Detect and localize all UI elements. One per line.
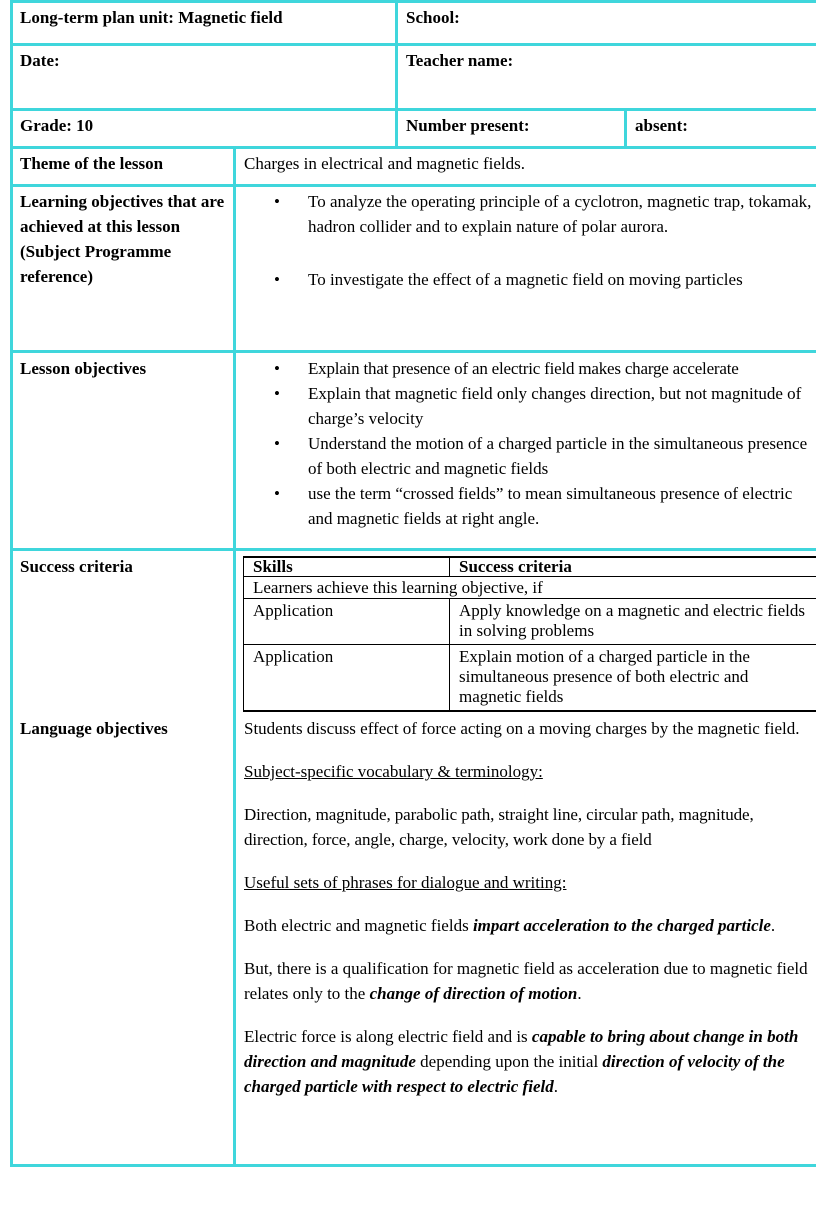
paragraph-text: .	[577, 984, 582, 1003]
criteria-intro: Learners achieve this learning objective, if	[253, 578, 543, 597]
lesson-objectives-label: Lesson objectives	[20, 359, 147, 378]
list-item: • Explain that presence of an electric field makes charge accelerate	[246, 356, 814, 381]
lesson-plan-document	[10, 0, 816, 1168]
learning-objectives-list	[246, 189, 814, 292]
list-item: • use the term “crossed fields” to mean simultaneous presence of electric and magnetic fields at right angle.	[246, 481, 814, 531]
list-item: • To analyze the operating principle of a cyclotron, magnetic trap, tokamak, hadron collider and to explain nature of polar aurora.	[246, 189, 814, 239]
success-criteria-table	[243, 556, 816, 712]
list-item: • To investigate the effect of a magnetic field on moving particles	[246, 267, 814, 292]
paragraph-text: .	[770, 916, 776, 935]
absent-label: absent:	[635, 116, 688, 135]
language-paragraph	[244, 956, 812, 1006]
list-item: • Understand the motion of a charged particle in the simultaneous presence of both electric and magnetic fields	[246, 431, 814, 481]
frame-line	[10, 548, 816, 551]
theme-label: Theme of the lesson	[20, 154, 164, 173]
teacher-name-label: Teacher name:	[406, 51, 514, 70]
vocab-list: Direction, magnitude, parabolic path, straight line, circular path, magnitude, direction, force, angle, charge, velocity, work done by a field	[244, 805, 754, 849]
grade-label: Grade: 10	[20, 116, 94, 135]
table-border	[243, 556, 244, 712]
language-paragraph	[244, 1024, 812, 1099]
number-present-label: Number present:	[406, 116, 530, 135]
skills-header: Skills	[253, 557, 293, 576]
row-criteria: Explain motion of a charged particle in the simultaneous presence of both electric and magnetic fields	[459, 647, 750, 706]
frame-line	[10, 1164, 816, 1167]
frame-line	[10, 43, 816, 46]
frame-line	[10, 350, 816, 353]
theme-value: Charges in electrical and magnetic fields.	[244, 154, 526, 173]
paragraph-text: .	[553, 1077, 558, 1096]
row-skill: Application	[253, 647, 334, 666]
frame-line	[395, 0, 398, 149]
frame-line	[233, 146, 236, 1167]
frame-line	[10, 0, 13, 1167]
emphasis-text: capable to bring about change in both direction and magnitude	[244, 1027, 799, 1071]
paragraph-text: Both electric and magnetic fields	[244, 916, 473, 935]
language-paragraph	[244, 913, 812, 938]
emphasis-text: impart acceleration to the charged particle	[472, 916, 771, 935]
frame-line	[10, 0, 816, 3]
table-border	[243, 598, 816, 599]
paragraph-text: depending upon the initial	[415, 1052, 603, 1071]
frame-line	[10, 146, 816, 149]
table-border	[243, 644, 816, 645]
list-item: • Explain that magnetic field only changes direction, but not magnitude of charge’s velocity	[246, 381, 814, 431]
learning-objectives-label: Learning objectives that are achieved at this lesson (Subject Programme reference)	[20, 192, 225, 286]
success-criteria-label: Success criteria	[20, 557, 133, 576]
emphasis-text: change of direction of motion	[369, 984, 578, 1003]
table-border	[449, 556, 450, 577]
school-label: School:	[406, 8, 460, 27]
table-border	[449, 598, 450, 712]
language-objectives-label: Language objectives	[20, 719, 168, 738]
frame-line	[624, 108, 627, 149]
criteria-header: Success criteria	[459, 557, 572, 576]
language-objectives-content	[244, 716, 812, 1099]
language-paragraph: Students discuss effect of force acting on a moving charges by the magnetic field.	[244, 719, 800, 738]
frame-line	[10, 184, 816, 187]
phrases-heading: Useful sets of phrases for dialogue and writing:	[244, 873, 567, 892]
lesson-objectives-list	[246, 356, 814, 531]
paragraph-text: Electric force is along electric field and is	[244, 1027, 532, 1046]
row-criteria: Apply knowledge on a magnetic and electric fields in solving problems	[459, 601, 806, 640]
vocab-heading: Subject-specific vocabulary & terminology:	[244, 762, 543, 781]
table-border	[243, 710, 816, 712]
frame-line	[10, 108, 816, 111]
date-label: Date:	[20, 51, 60, 70]
row-skill: Application	[253, 601, 334, 620]
unit-title: Long-term plan unit: Magnetic field	[20, 8, 283, 27]
emphasis-text: direction of velocity of the charged particle with respect to electric field	[244, 1052, 785, 1096]
paragraph-text: But, there is a qualification for magnetic field as acceleration due to magnetic field relates only to the	[244, 959, 808, 1003]
